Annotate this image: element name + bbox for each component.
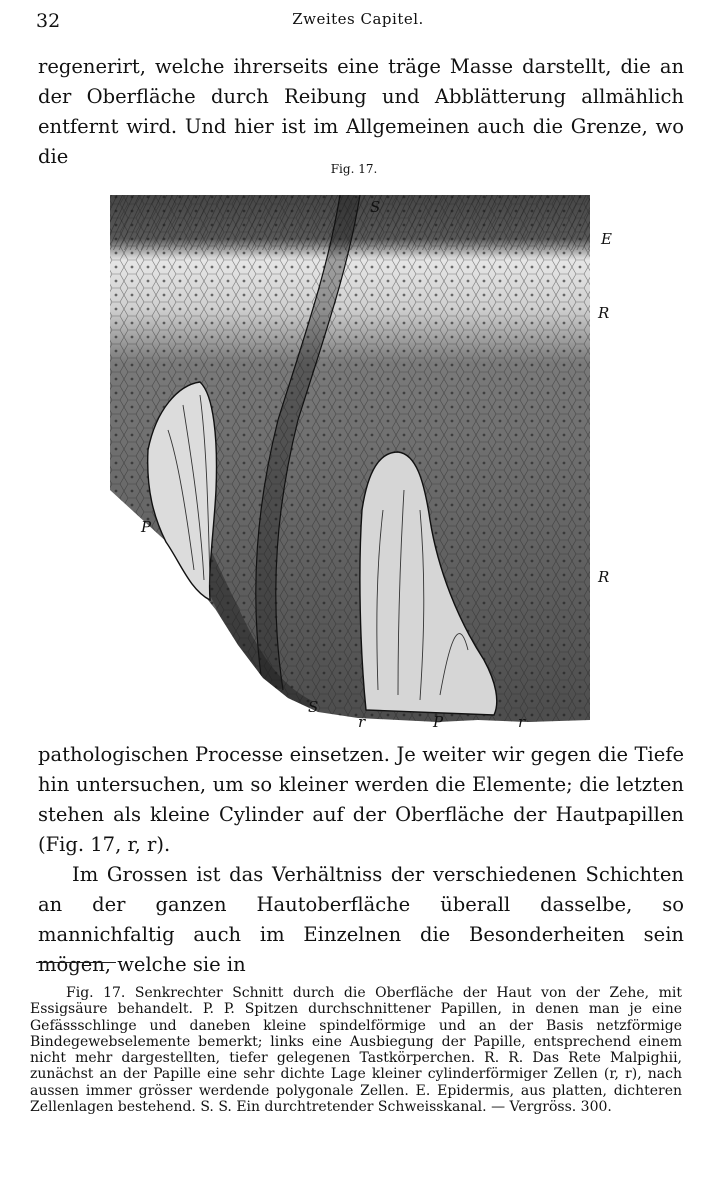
figure-caption-label: Fig. 17. xyxy=(330,162,378,176)
label-R-upper: R xyxy=(598,304,610,322)
label-S-bottom: S xyxy=(308,698,319,716)
footnote-text: Fig. 17. Senkrechter Schnitt durch die Oberfläche der Haut von der Zehe, mit Essigsäure behandelt. P. P. Spitzen durchschnittener Papillen, in denen man je eine Gefässschlinge und daneben kleine spindelförmige und an der Basis netzförmige Bindegewebselemente bemerkt; links eine Ausbiegung der Papille, entsprechend einem nicht mehr dargestellten, tiefer gelegenen Tastkörperchen. R. R. Das Rete Malpighii, zunächst an der Papille eine sehr dichte Lage kleiner cylinderförmiger Zellen (r, r), nach aussen immer grösser werdende polygonale Zellen. E. Epidermis, aus platten, dichteren Zellenlagen bestehend. S. S. Ein durchtretender Schweisskanal. — Vergröss. 300. xyxy=(30,985,682,1116)
label-R-lower: R xyxy=(598,568,610,586)
label-E: E xyxy=(601,230,612,248)
body-text-bottom xyxy=(38,740,684,980)
page-number: 32 xyxy=(36,10,61,32)
body-text-top: regenerirt, welche ihrerseits eine träge Masse darstellt, die an der Oberfläche durch Reibung und Abblätterung allmählich entfernt wird. Und hier ist im Allgemeinen auch die Grenze, wo die xyxy=(38,55,684,168)
figure-footnote xyxy=(30,985,682,1115)
label-P-left: P xyxy=(141,518,152,536)
label-S-top: S xyxy=(370,198,381,216)
skin-section-figure xyxy=(108,190,628,730)
page-header xyxy=(36,6,680,32)
paragraph-1: pathologischen Processe einsetzen. Je weiter wir gegen die Tiefe hin untersuchen, um so kleiner werden die Elemente; die letzten stehen als kleine Cylinder auf der Oberfläche der Hautpapillen (Fig. 17, r, r). xyxy=(38,743,684,856)
paragraph-2: Im Grossen ist das Verhältniss der verschiedenen Schichten an der ganzen Hautoberfläche überall dasselbe, so mannichfaltig auch im Einzelnen die Besonderheiten sein mögen, welche sie in xyxy=(38,863,684,976)
label-r-right: r xyxy=(518,713,526,730)
histology-illustration xyxy=(108,190,628,730)
footnote-divider xyxy=(36,962,116,963)
label-P-bottom: P xyxy=(433,713,444,730)
running-head: Zweites Capitel. xyxy=(292,10,424,28)
label-r-left: r xyxy=(358,713,366,730)
